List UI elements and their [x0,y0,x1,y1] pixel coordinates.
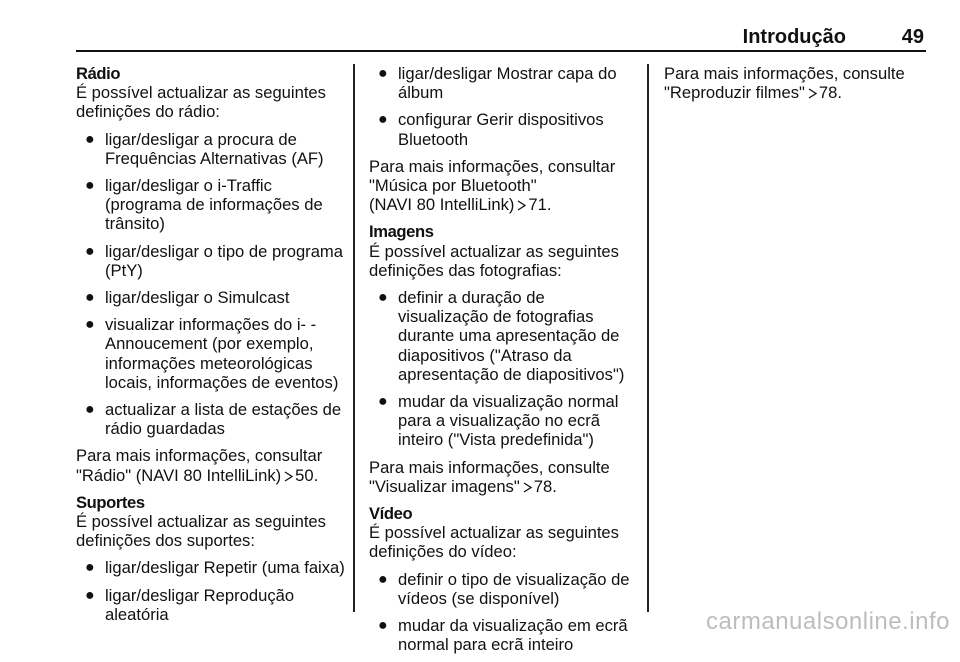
column-divider-2 [647,64,649,612]
list-item: ● ligar/desligar o i-Traffic (programa de informações de trânsito) [85,176,323,234]
page-link[interactable]: 50. [295,465,319,485]
section-heading-supports: Suportes [76,492,145,512]
list-item: ● ligar/desligar Mostrar capa do álbum [378,64,617,103]
bullet-icon: ● [85,559,95,577]
list-item: ● definir a duração de visualização de fotografias durante uma apresentação de diapositivos ("Atraso da apresentação de diapositivos") [378,288,625,384]
column-1 [76,64,348,632]
page-reference-arrow-icon [517,200,526,211]
supports-list [76,558,348,624]
list-item: ● mudar da visualização em ecrã normal para ecrã inteiro [378,616,628,655]
page-link[interactable]: 71. [528,195,552,215]
page-title: Introdução [742,26,846,48]
bullet-icon: ● [378,289,388,307]
section-heading-video: Vídeo [369,504,413,524]
list-item: ● configurar Gerir dispositivos Bluetooth [378,110,604,149]
list-item: ● ligar/desligar o Simulcast [85,288,290,308]
video-intro: É possível actualizar as seguintes definições do vídeo: [369,523,619,562]
radio-list [76,130,348,439]
page-reference-arrow-icon [284,471,293,482]
images-list [369,288,637,450]
bullet-icon: ● [378,617,388,635]
column-2 [369,64,637,662]
bullet-icon: ● [378,65,388,82]
page-reference-arrow-icon [808,88,817,99]
bullet-icon: ● [378,570,388,588]
page-reference-arrow-icon [523,482,532,493]
list-item: ● definir o tipo de visualização de vídeos (se disponível) [378,569,630,608]
list-item: ● mudar da visualização normal para a visualização no ecrã inteiro ("Vista predefinida") [378,392,619,450]
watermark: carmanualsonline.info [706,608,950,635]
section-heading-radio: Rádio [76,64,121,83]
bullet-icon: ● [85,401,95,419]
radio-intro: É possível actualizar as seguintes definições do rádio: [76,83,326,122]
radio-more-info: Para mais informações, consultar "Rádio" (NAVI 80 IntelliLink) 50. [76,446,323,485]
page-number: 49 [901,26,924,48]
list-item: ● ligar/desligar Repetir (uma faixa) [85,558,345,578]
header-rule [76,50,926,52]
images-intro: É possível actualizar as seguintes definições das fotografias: [369,241,619,280]
list-item: ● ligar/desligar a procura de Frequências Alternativas (AF) [85,129,324,168]
bullet-icon: ● [85,130,95,148]
list-item: ● visualizar informações do i- -Annoucement (por exemplo, informações meteorológicas locais, informações de eventos) [85,315,339,392]
music-more-info: Para mais informações, consultar "Música por Bluetooth" (NAVI 80 IntelliLink) 71. [369,156,616,215]
section-heading-images: Imagens [369,222,434,242]
list-item: ● ligar/desligar Reprodução aleatória [85,585,295,624]
list-item: ● ligar/desligar o tipo de programa (PtY) [85,241,343,280]
images-more-info: Para mais informações, consulte "Visualizar imagens" 78. [369,457,610,496]
bullet-icon: ● [85,289,95,307]
column-3 [664,64,932,110]
bullet-icon: ● [85,316,95,334]
bullet-icon: ● [85,177,95,195]
list-item: ● actualizar a lista de estações de rádio guardadas [85,400,342,439]
films-more-info: Para mais informações, consulte "Reproduzir filmes" 78. [664,64,905,103]
media-list [369,64,637,149]
column-divider-1 [353,64,355,612]
bullet-icon: ● [378,111,388,129]
page-link[interactable]: 78. [533,476,557,496]
supports-intro: É possível actualizar as seguintes definições dos suportes: [76,512,326,551]
bullet-icon: ● [378,393,388,411]
page-link[interactable]: 78. [818,83,842,103]
bullet-icon: ● [85,242,95,260]
bullet-icon: ● [85,586,95,604]
